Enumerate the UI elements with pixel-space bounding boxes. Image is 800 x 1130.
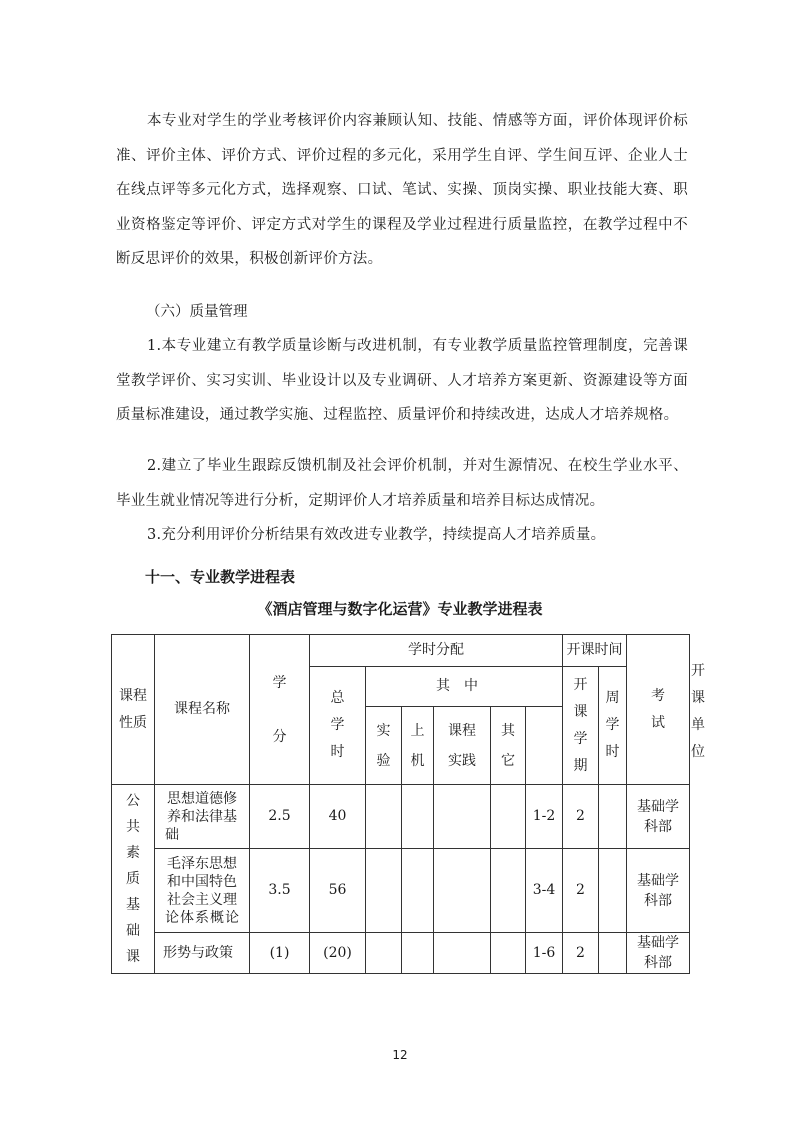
- quality-paragraph-2: 2.建立了毕业生跟踪反馈机制及社会评价机制，并对生源情况、在校生学业水平、毕业生就业情况等进行分析，定期评价人才培养质量和培养目标达成情况。: [116, 458, 688, 509]
- semester-cell: 1-6: [526, 933, 563, 974]
- header-experiment: 实验: [366, 707, 402, 785]
- exam-cell: [599, 933, 627, 974]
- other-cell: [491, 933, 526, 974]
- header-of-which: 其中: [366, 667, 563, 707]
- header-weekly-hours: 周学时: [599, 667, 627, 785]
- header-course-practice: 课程实践: [434, 707, 491, 785]
- header-course-type: 课程性质: [112, 635, 155, 785]
- experiment-cell: [366, 933, 402, 974]
- header-credit: 学分: [250, 635, 310, 785]
- header-course-name: 课程名称: [155, 635, 250, 785]
- course-group-label: 公共素质基础课: [112, 785, 155, 974]
- header-exam: 考试: [627, 635, 690, 785]
- weekly-hours-cell: 2: [563, 933, 599, 974]
- semester-cell: 3-4: [526, 849, 563, 933]
- experiment-cell: [366, 785, 402, 849]
- course-name-cell: 形势与政策: [155, 933, 250, 974]
- computer-cell: [402, 933, 434, 974]
- other-cell: [491, 785, 526, 849]
- credit-cell: 3.5: [250, 849, 310, 933]
- page-number: 12: [392, 1048, 408, 1062]
- practice-cell: [434, 849, 491, 933]
- total-hours-cell: 56: [310, 849, 366, 933]
- header-hours-allocation: 学时分配: [310, 635, 563, 667]
- table-title: 《酒店管理与数字化运营》专业教学进程表: [257, 600, 543, 618]
- practice-cell: [434, 933, 491, 974]
- header-total-hours: 总学时: [310, 667, 366, 785]
- credit-cell: (1): [250, 933, 310, 974]
- quality-paragraph-1: 1.本专业建立有教学质量诊断与改进机制，有专业教学质量监控管理制度，完善课堂教学评价、实习实训、毕业设计以及专业调研、人才培养方案更新、资源建设等方面质量标准建设，通过教学实施、过程监控、质量评价和持续改进，达成人才培养规格。: [116, 338, 688, 423]
- experiment-cell: [366, 849, 402, 933]
- teaching-schedule-table: 课程性质 课程名称 学分 学时分配 开课时间 考试 开课单位 总学时 其中 开课学期 周学时 实验 上机 课程实践 其它 公共素质基础课 思想道德修养和法律基础 2.5 40 1-2 2 基础学科部 毛泽东思想和中国特色社会主义理论体系概论 3.5 56 3-4 2 基础学科部 形势与政策 (1) (20) 1-6 2 基础学科部: [111, 634, 690, 974]
- department-cell: 基础学科部: [627, 849, 690, 933]
- course-name-cell: 思想道德修养和法律基础: [155, 785, 250, 849]
- computer-cell: [402, 849, 434, 933]
- quality-paragraph-3: 3.充分利用评价分析结果有效改进专业教学，持续提高人才培养质量。: [147, 527, 606, 543]
- header-other: 其它: [491, 707, 526, 785]
- credit-cell: 2.5: [250, 785, 310, 849]
- computer-cell: [402, 785, 434, 849]
- weekly-hours-cell: 2: [563, 849, 599, 933]
- table-row: [112, 933, 690, 974]
- total-hours-cell: 40: [310, 785, 366, 849]
- semester-cell: 1-2: [526, 785, 563, 849]
- exam-cell: [599, 785, 627, 849]
- department-cell: 基础学科部: [627, 933, 690, 974]
- exam-cell: [599, 849, 627, 933]
- header-schedule: 开课时间: [563, 635, 627, 667]
- table-row: [112, 785, 690, 849]
- other-cell: [491, 849, 526, 933]
- evaluation-paragraph: 本专业对学生的学业考核评价内容兼顾认知、技能、情感等方面，评价体现评价标准、评价主体、评价方式、评价过程的多元化，采用学生自评、学生间互评、企业人士在线点评等多元化方式，选择观察、口试、笔试、实操、顶岗实操、职业技能大赛、职业资格鉴定等评价、评定方式对学生的课程及学业过程进行质量监控，在教学过程中不断反思评价的效果，积极创新评价方法。: [116, 113, 688, 267]
- header-computer: 上机: [402, 707, 434, 785]
- section-heading: 十一、专业教学进程表: [145, 568, 296, 586]
- course-name-cell: 毛泽东思想和中国特色社会主义理论体系概论: [155, 849, 250, 933]
- total-hours-cell: (20): [310, 933, 366, 974]
- practice-cell: [434, 785, 491, 849]
- header-semester: 开课学期: [563, 667, 599, 785]
- weekly-hours-cell: 2: [563, 785, 599, 849]
- table-row: [112, 849, 690, 933]
- department-cell: 基础学科部: [627, 785, 690, 849]
- quality-management-subheading: （六）质量管理: [146, 304, 248, 320]
